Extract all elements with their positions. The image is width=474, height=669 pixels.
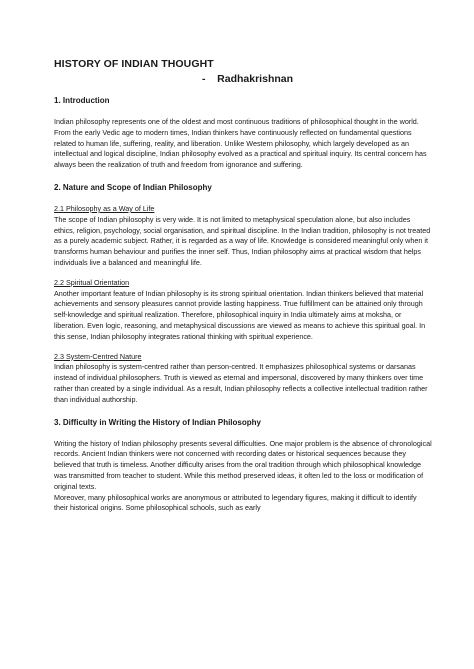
document-title: HISTORY OF INDIAN THOUGHT <box>54 58 214 70</box>
document-author: - Radhakrishnan <box>202 73 294 85</box>
paragraph-way-of-life: The scope of Indian philosophy is very wide. It is not limited to metaphysical speculation alone, but also includes ethics, religion, psychology, social organisation, and spiritual discipline. In the Indian tradition, philosophy is not treated as a purely academic subject. Rather, it is regarded as a way of life. Knowledge is considered meaningful only when it transforms human behaviour and purifies the inner self. Thus, Indian philosophy aims at practical wisdom that helps individuals live a balanced and meaningful life. <box>54 214 431 267</box>
paragraph-system-centred: Indian philosophy is system-centred rather than person-centred. It emphasizes philosophical systems or darsanas instead of individual philosophers. Truth is viewed as eternal and impersonal, discovered by many thinkers over time rather than created by a single individual. As a result, Indian philosophy reflects a collective intellectual tradition rather than individual authorship. <box>54 362 428 404</box>
section-heading-nature-scope: 2. Nature and Scope of Indian Philosophy <box>54 182 212 192</box>
paragraph-introduction: Indian philosophy represents one of the oldest and most continuous traditions of philosophical thought in the world. From the early Vedic age to modern times, Indian thinkers have continuously reflected on fundamental questions related to human life, suffering, reality, and liberation. Unlike Western philosophy, which largely developed as an intellectual and logical discipline, Indian philosophy evolved as a practical and spiritual inquiry. Its central concern has always been the realization of truth and freedom from ignorance and suffering. <box>54 117 427 170</box>
paragraph-difficulty-1: Writing the history of Indian philosophy presents several difficulties. One major problem is the absence of chronological records. Ancient Indian thinkers were not concerned with recording dates or historical sequences because they believed that truth is timeless. Another difficulty arises from the oral tradition through which philosophical knowledge was transmitted from teacher to student. While this method preserved ideas, it often led to the loss or modification of original texts. <box>54 438 432 491</box>
document-body <box>54 58 432 514</box>
paragraph-difficulty-2: Moreover, many philosophical works are anonymous or attributed to legendary figures, making it difficult to identify their historical origins. Some philosophical schools, such as early <box>54 492 417 513</box>
section-heading-introduction: 1. Introduction <box>54 96 110 105</box>
subsection-heading-way-of-life: 2.1 Philosophy as a Way of Life <box>54 203 155 213</box>
subsection-heading-spiritual-orientation: 2.2 Spiritual Orientation <box>54 277 130 287</box>
section-heading-difficulty: 3. Difficulty in Writing the History of Indian Philosophy <box>54 417 261 427</box>
subsection-heading-system-centred: 2.3 System-Centred Nature <box>54 351 142 361</box>
paragraph-spiritual-orientation: Another important feature of Indian philosophy is its strong spiritual orientation. Indian thinkers believed that material achievements and sensory pleasures cannot provide lasting happiness. True fulfillment can be attained only through self-knowledge and spiritual realization. Therefore, philosophical inquiry in India ultimately aims at moksha, or liberation. Even logic, reasoning, and metaphysical discussions are viewed as means to achieve this spiritual goal. In this sense, Indian philosophy integrates rational thinking with spiritual experience. <box>54 288 426 341</box>
